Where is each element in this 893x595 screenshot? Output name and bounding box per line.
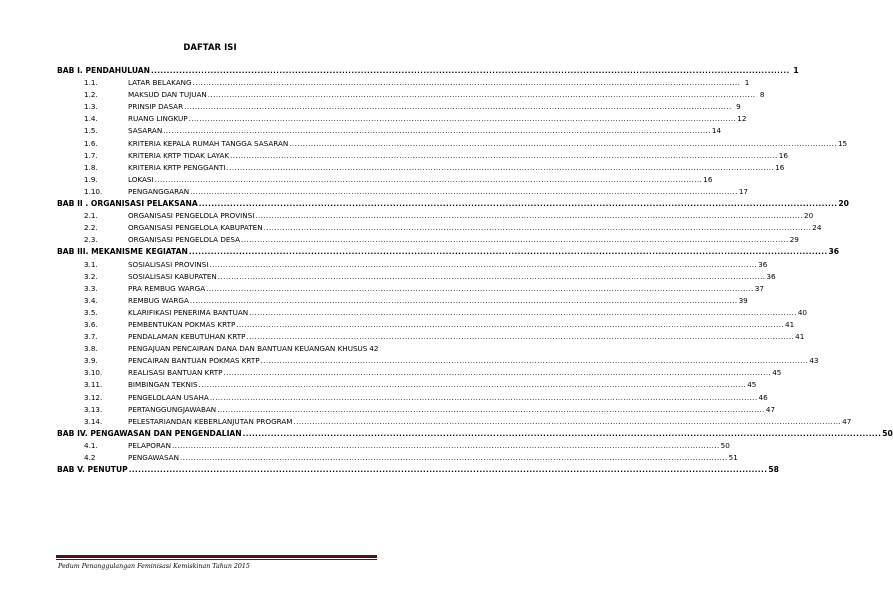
toc-leader-dots [226, 163, 774, 172]
toc-entry-page: 58 [768, 465, 779, 475]
toc-entry-page: 24 [812, 223, 822, 233]
toc-leader-dots [241, 235, 789, 244]
toc-entry-page: 43 [809, 356, 819, 366]
toc-leader-dots [236, 320, 784, 329]
toc-entry-number: 3.5. [84, 307, 98, 317]
toc-section-entry[interactable] [57, 259, 768, 272]
toc-entry-page: 46 [758, 392, 768, 402]
toc-entry-label: PENDALAMAN KEBUTUHAN KRTP [128, 332, 246, 342]
toc-section-entry[interactable] [57, 404, 776, 417]
toc-entry-label: SOSIALISASI PROVINSI [128, 259, 209, 269]
toc-entry-page: 1 [744, 78, 750, 88]
toc-entry-label: KRITERIA KRTP TIDAK LAYAK [128, 150, 230, 160]
toc-section-entry[interactable] [57, 392, 768, 405]
toc-entry-label: LATAR BELAKANG [128, 78, 192, 88]
toc-entry-label: PRINSIP DASAR [128, 102, 184, 112]
toc-entry-page: 47 [842, 416, 852, 426]
toc-entry-number: 3.13. [84, 404, 103, 414]
toc-entry-page: 8 [759, 90, 765, 100]
toc-entry-label: KRITERIA KRTP PENGGANTI [128, 162, 226, 172]
toc-section-entry[interactable] [57, 90, 765, 102]
toc-entry-number: 1.5. [84, 126, 98, 136]
toc-entry-label: PRA REMBUG WARGA [128, 283, 206, 293]
toc-section-entry[interactable] [57, 138, 848, 151]
toc-entry-number: 2.2. [84, 223, 98, 233]
toc-section-entry[interactable] [57, 223, 822, 235]
toc-entry-number: 1.2. [84, 90, 98, 100]
toc-entry-number: 3.3. [84, 283, 98, 293]
toc-leader-dots [199, 380, 747, 389]
toc-leader-dots [218, 272, 766, 281]
toc-entry-number: 3.2. [84, 271, 98, 281]
toc-entry-label: SOSIALISASI KABUPATEN [128, 271, 217, 281]
toc-section-entry[interactable] [57, 126, 722, 138]
toc-entry-number: 3.4. [84, 295, 98, 305]
toc-leader-dots [217, 405, 765, 414]
toc-entry-page: 17 [738, 186, 749, 196]
toc-section-entry[interactable] [57, 150, 788, 163]
toc-entry-number: 1.6. [84, 138, 98, 148]
toc-entry-label: MAKSUD DAN TUJUAN [128, 90, 207, 100]
toc-leader-dots [163, 126, 711, 135]
toc-section-entry[interactable] [57, 295, 748, 308]
toc-leader-dots [199, 199, 838, 208]
toc-entry-label: PENGANGGARAN [128, 186, 190, 196]
toc-entry-label: PERTANGGUNGJAWABAN [128, 404, 217, 414]
toc-section-entry[interactable] [57, 271, 776, 284]
toc-entry-number: 1.7. [84, 150, 98, 160]
toc-entry-page: 47 [765, 404, 776, 414]
toc-chapter-entry[interactable] [57, 66, 799, 78]
toc-entry-number: 4.1. [84, 440, 98, 450]
toc-entry-number: 3.6. [84, 319, 98, 329]
footer-rule [56, 555, 377, 558]
toc-entry-label: REALISASI BANTUAN KRTP [128, 368, 223, 378]
toc-entry-page: 9 [736, 102, 741, 112]
toc-section-entry[interactable] [57, 380, 757, 392]
toc-entry-label: ORGANISASI PENGELOLA DESA [128, 235, 241, 245]
toc-leader-dots [190, 296, 738, 305]
toc-entry-label: PENGAJUAN PENCAIRAN DANA DAN BANTUAN KEUANGAN KHUSUS [128, 344, 368, 354]
toc-leader-dots [155, 175, 703, 184]
toc-entry-page: 50 [882, 428, 893, 438]
toc-entry-page: 20 [804, 211, 814, 221]
toc-chapter-entry[interactable] [57, 465, 779, 477]
table-of-contents [57, 66, 893, 477]
toc-entry-page: 29 [789, 235, 799, 245]
toc-entry-number: 3.14. [84, 416, 103, 426]
toc-leader-dots [184, 102, 732, 111]
toc-leader-dots [129, 465, 768, 474]
toc-section-entry[interactable] [57, 283, 764, 296]
toc-leader-dots [190, 187, 738, 196]
toc-entry-number: 3.11. [84, 380, 103, 390]
toc-entry-number: 3.8. [84, 344, 98, 354]
toc-entry-label: BAB V. PENUTUP [57, 465, 128, 475]
toc-entry-label: BIMBINGAN TEKNIS [128, 380, 198, 390]
toc-leader-dots [193, 78, 741, 87]
toc-entry-number: 4.2 [84, 453, 96, 462]
toc-entry-page: 41 [785, 319, 795, 329]
toc-entry-label: BAB II . ORGANISASI PELAKSANA [57, 199, 198, 209]
toc-chapter-entry[interactable] [57, 247, 840, 259]
toc-entry-label: KLARIFIKASI PENERIMA BANTUAN [128, 307, 249, 317]
toc-entry-number: 3.9. [84, 356, 98, 366]
toc-section-entry[interactable] [57, 319, 795, 332]
toc-leader-dots [224, 368, 772, 377]
toc-leader-dots [189, 114, 737, 123]
toc-section-entry[interactable] [57, 102, 741, 114]
toc-entry-number: 1.4. [84, 114, 98, 124]
toc-entry-label: PELESTARIANDAN KEBERLANJUTAN PROGRAM [128, 416, 293, 426]
toc-entry-label: PENCAIRAN BANTUAN POKMAS KRTP [128, 356, 260, 366]
toc-section-entry[interactable] [57, 344, 379, 356]
toc-leader-dots [261, 356, 809, 365]
toc-entry-label: RUANG LINGKUP [128, 114, 188, 124]
toc-entry-label: BAB I. PENDAHULUAN [57, 66, 150, 75]
toc-section-entry[interactable] [57, 368, 782, 380]
toc-section-entry[interactable] [57, 453, 738, 465]
toc-section-entry[interactable] [57, 440, 730, 453]
toc-leader-dots [230, 151, 778, 160]
toc-entry-page: 45 [747, 380, 757, 390]
toc-entry-number: 1.1. [84, 78, 98, 88]
toc-entry-label: LOKASI [128, 174, 154, 184]
toc-leader-dots [293, 417, 841, 426]
toc-entry-page: 50 [720, 440, 730, 450]
toc-entry-page: 16 [775, 162, 785, 172]
toc-entry-label: ORGANISASI PENGELOLA PROVINSI [128, 211, 255, 221]
toc-section-entry[interactable] [57, 356, 819, 368]
toc-chapter-entry[interactable] [57, 199, 849, 211]
toc-entry-page: 45 [772, 368, 782, 378]
toc-section-entry[interactable] [57, 416, 852, 429]
toc-entry-page: 39 [738, 295, 748, 305]
toc-entry-page: 51 [728, 453, 738, 462]
toc-leader-dots [151, 66, 790, 75]
toc-section-entry[interactable] [57, 186, 749, 199]
footer-rule-thin [56, 559, 377, 560]
toc-chapter-entry[interactable] [57, 428, 893, 441]
toc-entry-page: 16 [703, 174, 713, 184]
toc-entry-number: 1.10. [84, 186, 103, 196]
toc-entry-page: 36 [758, 259, 768, 269]
toc-entry-label: SASARAN [128, 126, 163, 136]
toc-entry-number: 3.7. [84, 332, 98, 342]
toc-entry-number: 2.3. [84, 235, 98, 245]
toc-entry-label: PEMBENTUKAN POKMAS KRTP [128, 319, 236, 329]
toc-entry-page: 40 [797, 307, 807, 317]
footer-text: Pedum Penanggulangan Feminisasi Kemiskinan Tahun 2015 [58, 563, 250, 570]
toc-entry-label: PENGELOLAAN USAHA [128, 392, 209, 402]
toc-entry-page: 36 [828, 247, 840, 257]
toc-entry-number: 1.3. [84, 102, 98, 112]
toc-entry-page: 41 [795, 332, 805, 342]
toc-entry-number: 1.9. [84, 174, 98, 184]
toc-leader-dots [249, 308, 797, 317]
toc-entry-label: ORGANISASI PENGELOLA KABUPATEN [128, 223, 263, 233]
page-title: DAFTAR ISI [183, 42, 237, 52]
toc-leader-dots [289, 139, 837, 148]
toc-entry-number: 1.8. [84, 162, 98, 172]
toc-section-entry[interactable] [57, 114, 747, 126]
toc-entry-number: 3.1. [84, 259, 98, 269]
toc-entry-number: 3.10. [84, 368, 103, 378]
toc-entry-label: BAB IV. PENGAWASAN DAN PENGENDALIAN [57, 428, 242, 438]
toc-leader-dots [246, 332, 794, 341]
toc-entry-page: 12 [737, 114, 747, 124]
toc-section-entry[interactable] [57, 162, 785, 175]
toc-leader-dots [208, 90, 756, 99]
toc-leader-dots [206, 284, 754, 293]
toc-entry-page: 14 [711, 126, 722, 136]
toc-entry-page: 15 [837, 138, 848, 148]
toc-entry-label: KRITERIA KEPALA RUMAH TANGGA SASARAN [128, 138, 289, 148]
toc-entry-page: 37 [754, 283, 764, 293]
toc-section-entry[interactable] [57, 307, 807, 320]
toc-entry-number: 2.1. [84, 211, 98, 221]
toc-entry-label: PENGAWASAN [128, 453, 179, 462]
toc-entry-page: 36 [766, 271, 776, 281]
toc-leader-dots [189, 247, 828, 256]
toc-leader-dots [180, 453, 728, 462]
toc-leader-dots [255, 211, 803, 220]
toc-entry-number: 3.12. [84, 392, 103, 402]
toc-entry-page: 42 [369, 344, 379, 354]
toc-leader-dots [172, 441, 720, 450]
toc-entry-label: REMBUG WARGA [128, 295, 189, 305]
toc-section-entry[interactable] [57, 174, 713, 187]
toc-entry-page: 1 [793, 66, 799, 75]
toc-section-entry[interactable] [57, 235, 799, 247]
toc-section-entry[interactable] [57, 211, 814, 223]
toc-leader-dots [243, 429, 882, 438]
toc-leader-dots [210, 393, 758, 402]
toc-section-entry[interactable] [57, 332, 805, 344]
toc-entry-page: 20 [838, 199, 849, 209]
toc-leader-dots [264, 223, 812, 232]
toc-entry-label: BAB III. MEKANISME KEGIATAN [57, 247, 188, 257]
toc-section-entry[interactable] [57, 78, 750, 90]
toc-entry-page: 16 [778, 150, 788, 160]
toc-leader-dots [209, 260, 757, 269]
toc-entry-label: PELAPORAN [128, 440, 171, 450]
